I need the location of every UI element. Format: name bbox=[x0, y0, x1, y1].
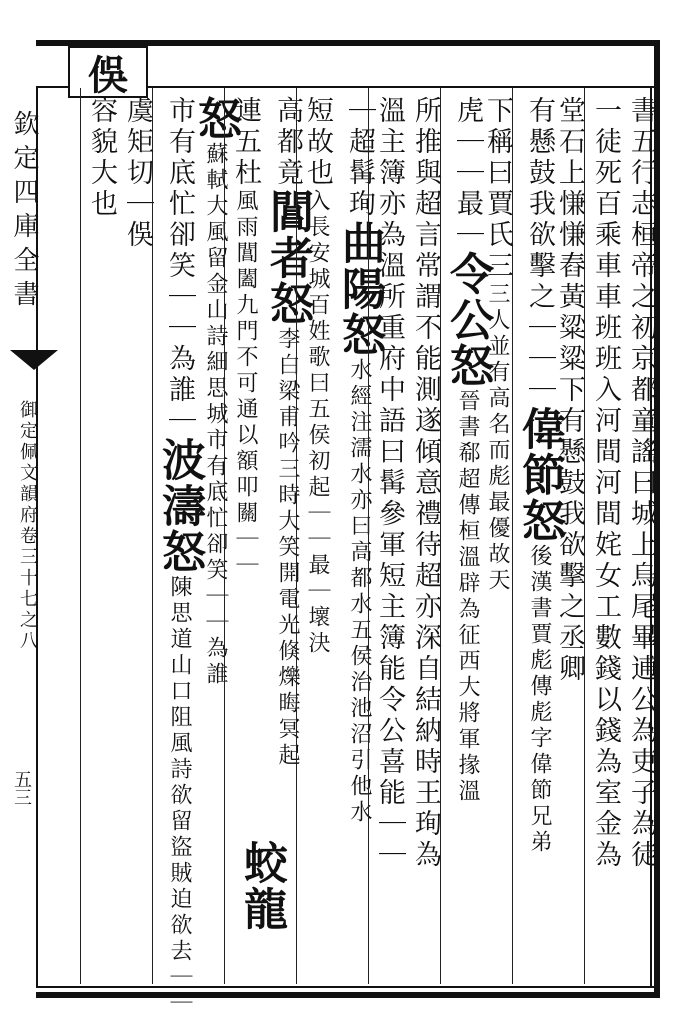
frame-inner-bottom-rule bbox=[36, 986, 654, 988]
body-text: 虞矩切｜俁 bbox=[122, 96, 153, 251]
body-text: 書五行志桓帝之初京都童謠曰城上烏尾畢逋公為吏子為徒 bbox=[626, 96, 657, 871]
headword-phrase: 令公怒 bbox=[442, 251, 493, 389]
text-column bbox=[442, 96, 493, 805]
fishtail-mark bbox=[10, 350, 58, 370]
annotation-text: 三人並有高名而彪最優故天 bbox=[485, 282, 510, 594]
column-rule bbox=[512, 88, 513, 984]
body-text: 短故也 bbox=[302, 96, 333, 189]
body-text: 所推與超言常謂不能測遂傾意禮待超亦深自結納時王珣為 bbox=[410, 96, 441, 871]
text-column bbox=[514, 96, 565, 856]
column-rule bbox=[440, 88, 441, 984]
annotation-text: 水經注濡水亦曰高都水五侯治池沼引他水 bbox=[347, 358, 372, 826]
body-text: 一徒死百乘車車班班入河間河間姹女工數錢以錢為室金為 bbox=[590, 96, 621, 871]
body-text: 有懸鼓我欲擊之｜｜｜ bbox=[524, 96, 555, 406]
annotation-text: 蘇軾大風留金山詩細思城市有底忙卻笑｜｜為誰 bbox=[203, 142, 228, 688]
body-text: ｜超髯珣 bbox=[344, 96, 375, 220]
text-column bbox=[408, 96, 442, 871]
text-column bbox=[588, 96, 622, 871]
headword-phrase: 閶者怒 bbox=[262, 189, 313, 327]
body-text: 虎｜｜最｜ bbox=[452, 96, 483, 251]
inline-big-term: 蛟龍 bbox=[236, 840, 287, 932]
headword: 俁 bbox=[88, 51, 128, 99]
margin-page-number: 五三 bbox=[11, 770, 32, 806]
body-text: 下稱曰賈氏三 bbox=[482, 96, 513, 282]
text-column bbox=[154, 96, 205, 1017]
headword-phrase: 波濤怒 bbox=[154, 437, 205, 575]
annotation-text: 風雨閶闔九門不可通以額叩關｜｜ bbox=[233, 189, 258, 579]
body-text: 容貌大也 bbox=[86, 96, 117, 220]
headword-phrase: 偉節怒 bbox=[514, 406, 565, 544]
annotation-text: 入長安城百姓歌曰五侯初起｜｜最｜壞決 bbox=[305, 189, 330, 657]
text-column bbox=[334, 96, 385, 826]
margin-subtitle: 御定佩文韻府卷三十七之八 bbox=[17, 400, 38, 652]
text-column bbox=[262, 96, 313, 769]
column-rule bbox=[296, 88, 297, 984]
body-text: 溫主簿亦為溫所重府中語曰髯參軍短主簿能令公喜能｜｜ bbox=[374, 96, 405, 871]
margin-title: 欽定四庫全書 bbox=[9, 110, 39, 314]
column-rule bbox=[584, 88, 585, 984]
column-rule bbox=[80, 88, 81, 984]
annotation-text: 晉書郗超傳桓溫辟為征西大將軍掾溫 bbox=[455, 389, 480, 805]
annotation-text: 後漢書賈彪傳彪字偉節兄弟 bbox=[527, 544, 552, 856]
text-column bbox=[84, 96, 118, 220]
body-text: 高都竟 bbox=[272, 96, 303, 189]
annotation-text: 李白梁甫吟三時大笑開電光倏爍晦冥起 bbox=[275, 327, 300, 769]
column-rule bbox=[152, 88, 153, 984]
body-text: 連五杜 bbox=[230, 96, 261, 189]
text-column bbox=[624, 96, 658, 871]
body-text: 市有底忙卻笑｜｜為誰｜ bbox=[164, 96, 195, 437]
annotation-text: 陳思道山口阻風詩欲留盜賊迫欲去｜｜ bbox=[167, 575, 192, 1017]
headword-phrase: 怒 bbox=[190, 96, 241, 142]
column-rule bbox=[368, 88, 369, 984]
body-text: 堂石上慊慊舂黃粱粱下有懸鼓我欲擊之丞卿 bbox=[554, 96, 585, 685]
column-rule bbox=[224, 88, 225, 984]
text-column bbox=[120, 96, 154, 251]
headword-phrase: 曲陽怒 bbox=[334, 220, 385, 358]
